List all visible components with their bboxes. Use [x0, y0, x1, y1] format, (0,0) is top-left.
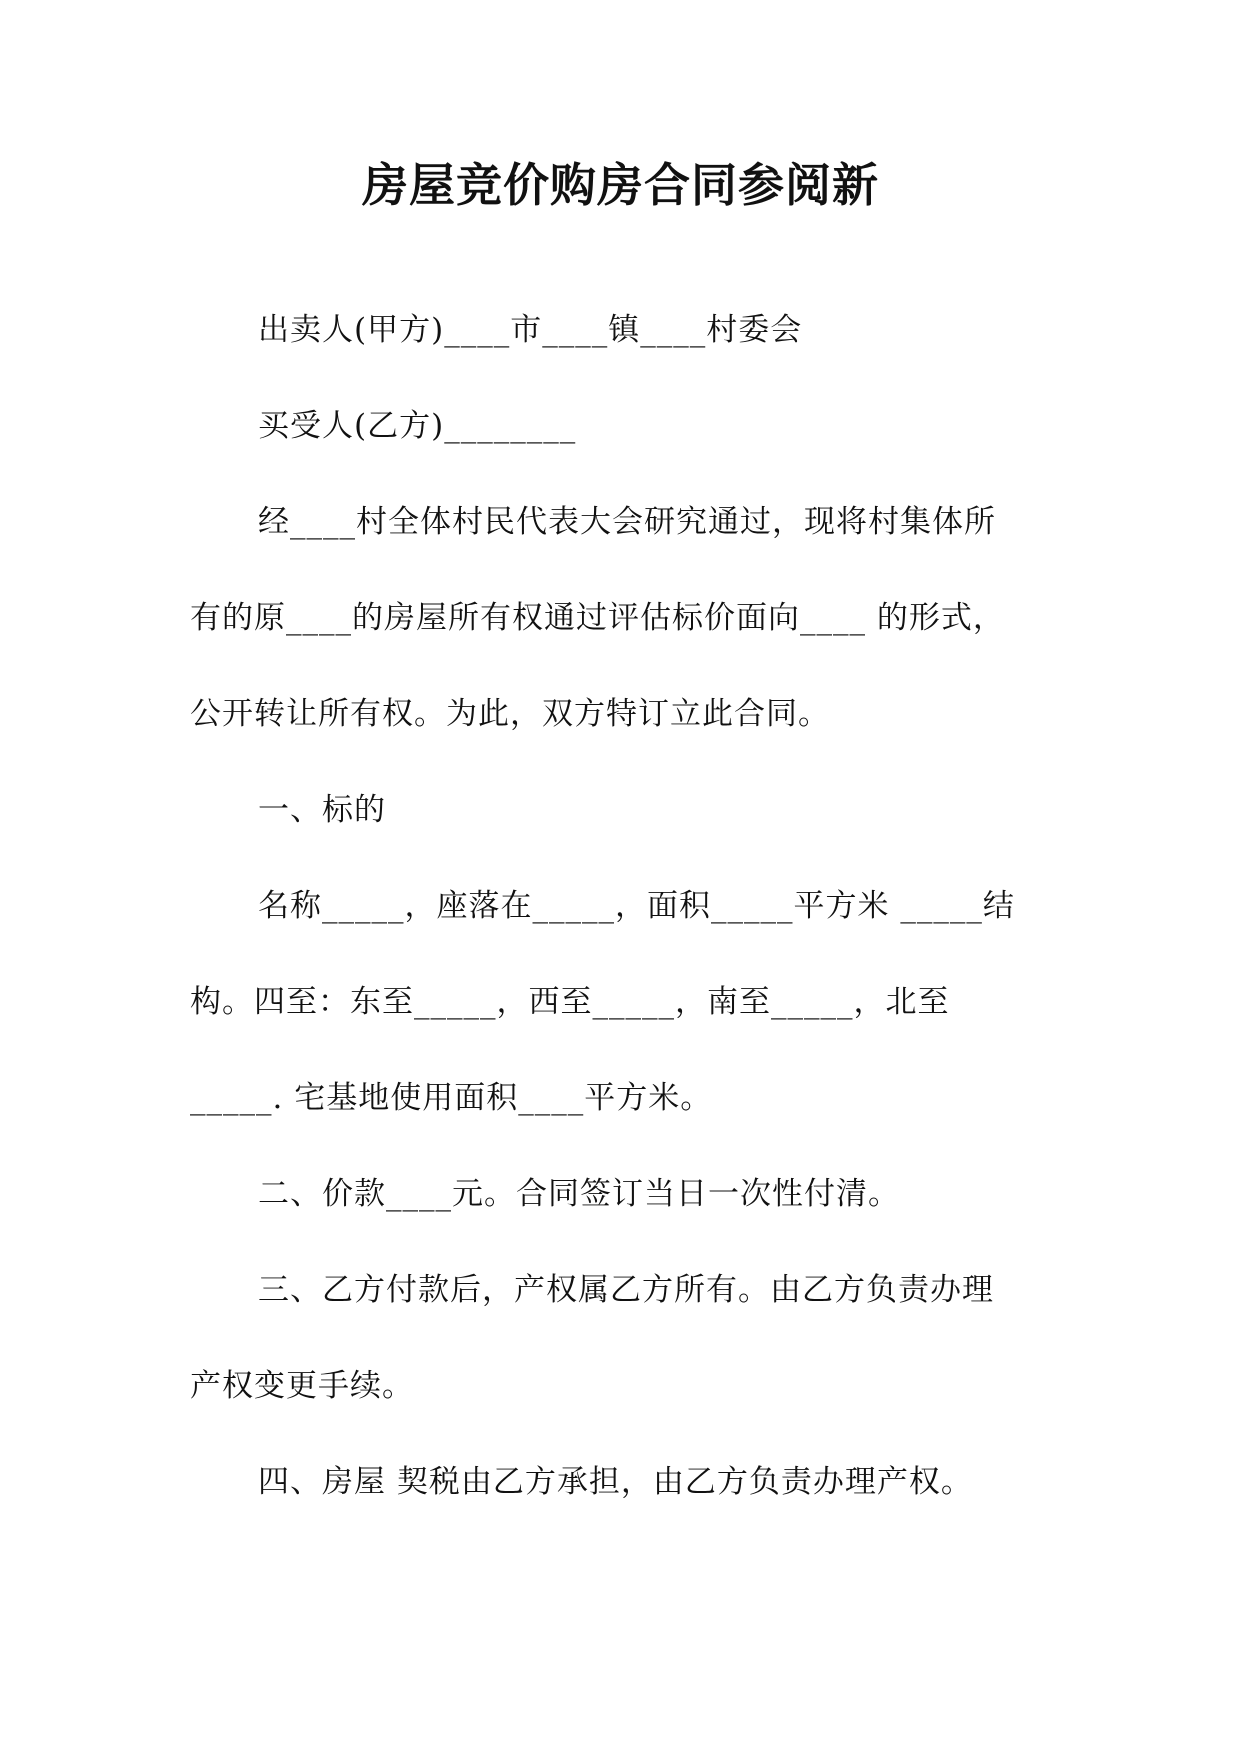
- preamble-line-3: 公开转让所有权。为此，双方特订立此合同。: [190, 696, 830, 732]
- section-3-line-2: 产权变更手续。: [190, 1368, 414, 1404]
- seller-line: 出卖人(甲方)____市____镇____村委会: [258, 312, 803, 348]
- section-4-line: 四、房屋 契税由乙方承担，由乙方负责办理产权。: [258, 1464, 973, 1500]
- section-1-heading: 一、标的: [258, 792, 386, 828]
- section-1-line-3: _____. 宅基地使用面积____平方米。: [190, 1080, 713, 1116]
- section-2-line: 二、价款____元。合同签订当日一次性付清。: [258, 1176, 900, 1212]
- preamble-line-1: 经____村全体村民代表大会研究通过，现将村集体所: [258, 504, 996, 540]
- document-title: 房屋竞价购房合同参阅新: [362, 158, 879, 212]
- section-3-line-1: 三、乙方付款后，产权属乙方所有。由乙方负责办理: [258, 1272, 994, 1308]
- buyer-line: 买受人(乙方)________: [258, 408, 577, 444]
- preamble-line-2: 有的原____的房屋所有权通过评估标价面向____ 的形式，: [190, 600, 1005, 636]
- section-1-line-2: 构。四至：东至_____，西至_____，南至_____，北至: [190, 984, 950, 1020]
- section-1-line-1: 名称_____，座落在_____，面积_____平方米 _____结: [258, 888, 1015, 924]
